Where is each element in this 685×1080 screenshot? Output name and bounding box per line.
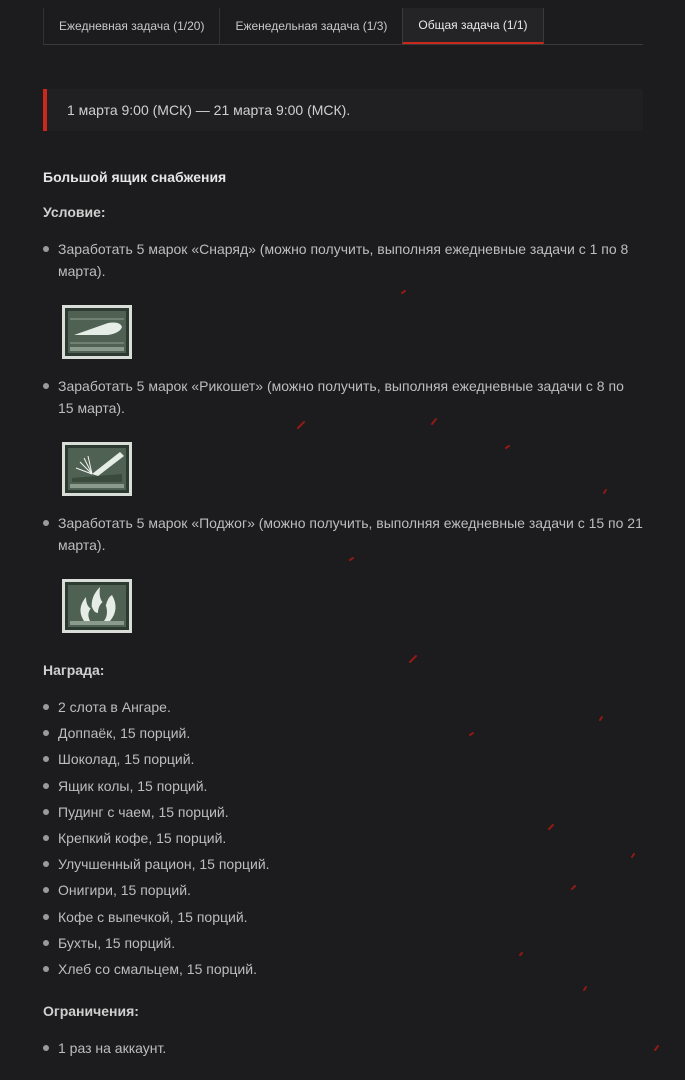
bullet [43, 887, 49, 893]
bullet [43, 246, 49, 252]
limits-list [43, 1038, 166, 1064]
list-item [43, 828, 270, 854]
condition-text: Заработать 5 марок «Поджог» (можно получить, выполняя ежедневные задачи с 15 по 21 марта). [58, 515, 643, 553]
bullet [43, 520, 49, 526]
bullet [43, 914, 49, 920]
condition-text: Заработать 5 марок «Рикошет» (можно получить, выполняя ежедневные задачи с 8 по 15 марта). [58, 378, 624, 416]
list-item [43, 1038, 166, 1064]
reward-text: Улучшенный рацион, 15 порций. [58, 856, 270, 873]
bullet [43, 704, 49, 710]
condition-item [43, 512, 643, 556]
bullet [43, 809, 49, 815]
limit-text: 1 раз на аккаунт. [58, 1040, 167, 1056]
list-item [43, 776, 270, 802]
tab-general[interactable]: Общая задача (1/1) [402, 8, 543, 44]
condition-item [43, 375, 643, 419]
rewards-list [43, 697, 270, 985]
list-item [43, 880, 270, 906]
reward-text: Доппаёк, 15 порций. [58, 725, 191, 742]
reward-text: Бухты, 15 порций. [58, 934, 176, 951]
reward-text: Кофе с выпечкой, 15 порций. [58, 908, 248, 925]
list-item [43, 723, 270, 749]
list-item [43, 907, 270, 933]
page-title: Большой ящик снабжения [43, 169, 227, 185]
tab-weekly[interactable]: Еженедельная задача (1/3) [219, 8, 402, 44]
list-item [43, 854, 270, 880]
list-item [43, 697, 270, 723]
fire-stamp-icon [62, 579, 132, 633]
date-banner [43, 89, 643, 131]
reward-text: Онигири, 15 порций. [58, 882, 191, 899]
bullet [43, 730, 49, 736]
rewards-label: Награда: [43, 662, 105, 678]
reward-text: Хлеб со смальцем, 15 порций. [58, 960, 257, 977]
list-item [43, 802, 270, 828]
limits-label: Ограничения: [43, 1003, 139, 1019]
reward-text: Шоколад, 15 порций. [58, 751, 195, 768]
condition-text: Заработать 5 марок «Снаряд» (можно получить, выполняя ежедневные задачи с 1 по 8 марта). [58, 241, 629, 279]
conditions-label: Условие: [43, 204, 106, 220]
shell-stamp-icon [62, 305, 132, 359]
reward-text: Ящик колы, 15 порций. [58, 777, 208, 794]
ricochet-stamp-icon [62, 442, 132, 496]
bullet [43, 966, 49, 972]
task-tabs [43, 8, 643, 45]
reward-text: 2 слота в Ангаре. [58, 699, 171, 715]
list-item [43, 933, 270, 959]
condition-item [43, 238, 643, 282]
bullet [43, 783, 49, 789]
reward-text: Пудинг с чаем, 15 порций. [58, 803, 229, 820]
list-item [43, 749, 270, 775]
bullet [43, 861, 49, 867]
date-range-text: 1 марта 9:00 (МСК) — 21 марта 9:00 (МСК). [67, 102, 351, 118]
tab-daily[interactable]: Ежедневная задача (1/20) [43, 8, 219, 44]
bullet [43, 756, 49, 762]
bullet [43, 940, 49, 946]
bullet [43, 1045, 49, 1051]
bullet [43, 383, 49, 389]
reward-text: Крепкий кофе, 15 порций. [58, 829, 227, 846]
list-item [43, 959, 270, 985]
bullet [43, 835, 49, 841]
